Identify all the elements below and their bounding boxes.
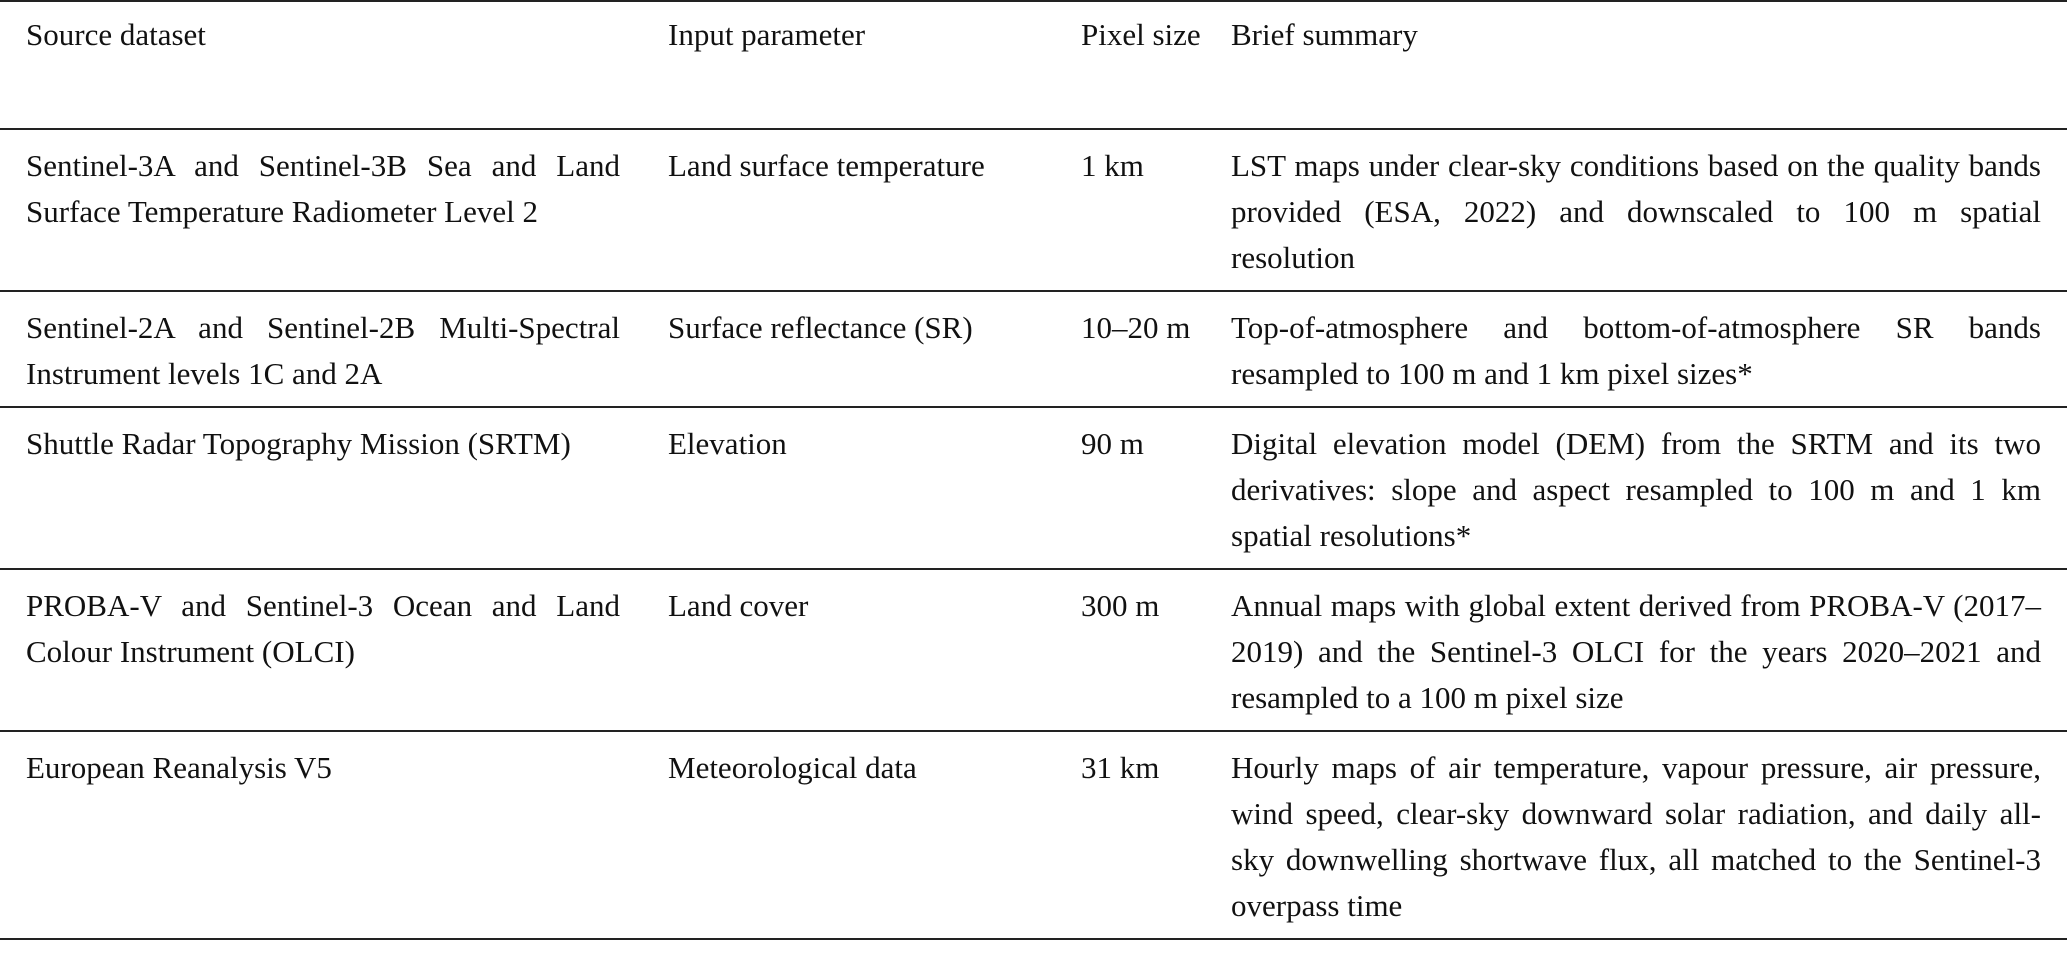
cell-source-dataset: European Reanalysis V5 bbox=[26, 750, 332, 785]
cell-brief-summary: LST maps under clear-sky conditions based on the quality bands provided (ESA, 2022) and downscaled to 100 m spatial resolution bbox=[1231, 148, 2041, 275]
cell-source-dataset: PROBA-V and Sentinel-3 Ocean and Land Colour Instrument (OLCI) bbox=[26, 588, 620, 669]
cell-pixel-size: 90 m bbox=[1081, 426, 1144, 461]
header-row bbox=[0, 1, 2067, 129]
cell-pixel-size: 300 m bbox=[1081, 588, 1160, 623]
cell-input-parameter: Surface reflectance (SR) bbox=[668, 310, 973, 345]
header-source-dataset: Source dataset bbox=[26, 17, 206, 52]
cell-pixel-size: 10–20 m bbox=[1081, 310, 1191, 345]
cell-source-dataset: Sentinel-3A and Sentinel-3B Sea and Land Surface Temperature Radiometer Level 2 bbox=[26, 148, 620, 229]
cell-pixel-size: 1 km bbox=[1081, 148, 1144, 183]
cell-brief-summary: Annual maps with global extent derived from PROBA-V (2017–2019) and the Sentinel-3 OLCI for the years 2020–2021 and resampled to a 100 m pixel size bbox=[1231, 588, 2041, 715]
table-row bbox=[0, 291, 2067, 407]
table-row bbox=[0, 569, 2067, 731]
header-input-parameter: Input parameter bbox=[668, 17, 866, 52]
cell-input-parameter: Meteorological data bbox=[668, 750, 917, 785]
table-body bbox=[0, 129, 2067, 939]
cell-input-parameter: Elevation bbox=[668, 426, 787, 461]
table-row bbox=[0, 407, 2067, 569]
cell-brief-summary: Top-of-atmosphere and bottom-of-atmosphere SR bands resampled to 100 m and 1 km pixel sizes* bbox=[1231, 310, 2041, 391]
header-pixel-size: Pixel size bbox=[1081, 17, 1201, 52]
cell-input-parameter: Land cover bbox=[668, 588, 809, 623]
table-header bbox=[0, 1, 2067, 129]
cell-source-dataset: Sentinel-2A and Sentinel-2B Multi-Spectral Instrument levels 1C and 2A bbox=[26, 310, 620, 391]
table-row bbox=[0, 129, 2067, 291]
cell-source-dataset: Shuttle Radar Topography Mission (SRTM) bbox=[26, 426, 571, 461]
cell-brief-summary: Hourly maps of air temperature, vapour pressure, air pressure, wind speed, clear-sky downward solar radiation, and daily all-sky downwelling shortwave flux, all matched to the Sentinel-3 overpass time bbox=[1231, 750, 2041, 923]
cell-input-parameter: Land surface temperature bbox=[668, 148, 985, 183]
cell-brief-summary: Digital elevation model (DEM) from the SRTM and its two derivatives: slope and aspect resampled to 100 m and 1 km spatial resolutions* bbox=[1231, 426, 2041, 553]
header-brief-summary: Brief summary bbox=[1231, 17, 1418, 52]
cell-pixel-size: 31 km bbox=[1081, 750, 1160, 785]
table-row bbox=[0, 731, 2067, 939]
